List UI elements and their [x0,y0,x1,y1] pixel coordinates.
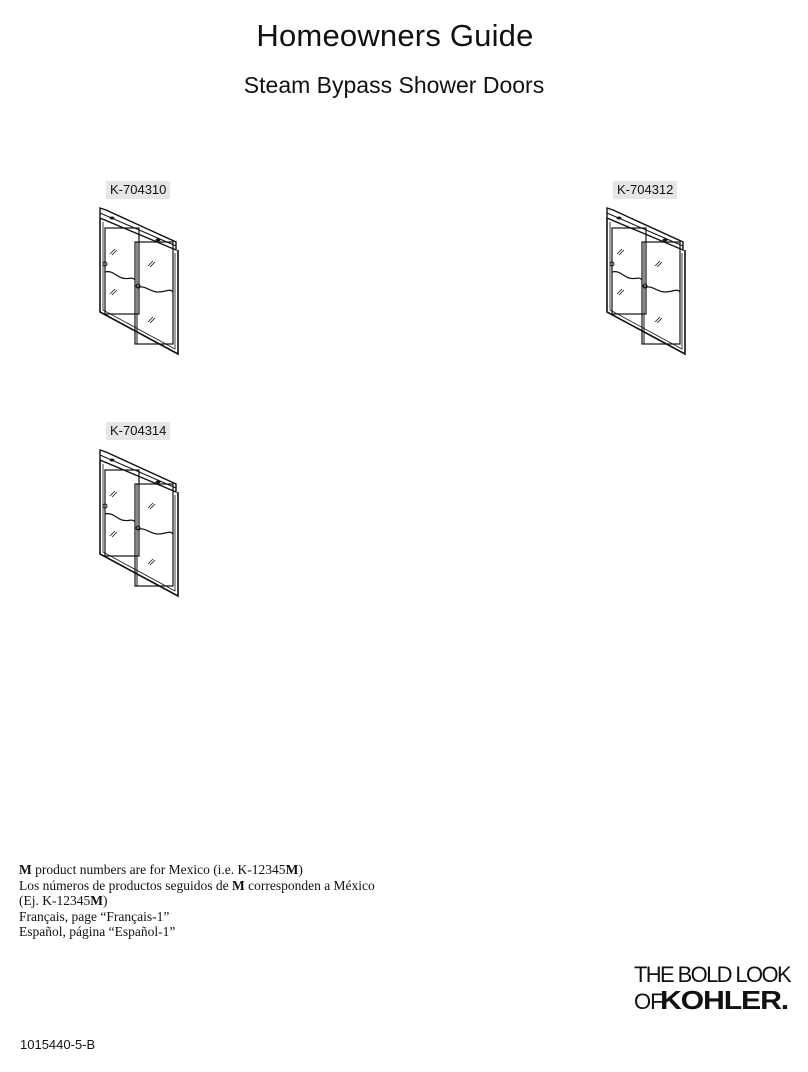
spanish-page-reference: Español, página “Español-1” [19,924,176,939]
shower-door-illustration-k704310 [98,206,182,358]
svg-text:THE BOLD LOOK: THE BOLD LOOK [634,962,792,987]
french-page-reference: Français, page “Français-1” [19,908,170,924]
shower-door-illustration-k704314 [98,448,182,600]
model-label-k704312: K-704312 [613,181,677,199]
mexico-note-english: M product numbers are for Mexico (i.e. K-12345M) [19,862,303,877]
model-label-k704310: K-704310 [106,181,170,199]
mexico-note-spanish-example: (Ej. K-12345M) [19,893,108,908]
svg-text:KOHLER.: KOHLER. [660,985,788,1015]
model-label-k704314: K-704314 [106,422,170,440]
document-number: 1015440-5-B [20,1037,96,1052]
svg-text:OF: OF [634,989,663,1014]
kohler-logo [632,960,792,1016]
language-notes [19,862,375,940]
document-title: Homeowners Guide [256,18,534,53]
mexico-note-spanish: Los números de productos seguidos de M corresponden a México [19,877,375,893]
shower-door-illustration-k704312 [605,206,689,358]
document-subtitle: Steam Bypass Shower Doors [243,72,545,98]
